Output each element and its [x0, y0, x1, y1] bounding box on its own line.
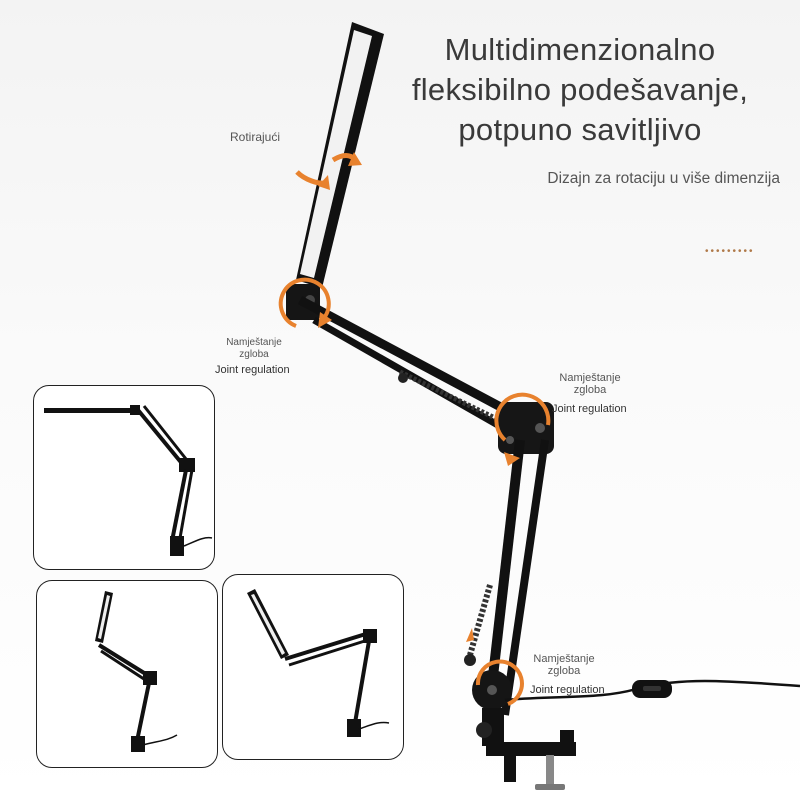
thumbnail-raised-pose	[36, 580, 218, 768]
label-joint-3-line-1: Namještanje	[533, 653, 595, 665]
label-joint-1-line-1: Namještanje	[226, 337, 282, 348]
lamp-thumbnail-2	[37, 581, 217, 767]
label-joint-2-line-1: Namještanje	[559, 372, 621, 384]
label-joint-3	[522, 653, 606, 677]
label-rotating: Rotirajući	[230, 130, 281, 144]
label-joint-1-line-2: zgloba	[239, 349, 269, 360]
headline-line-1: Multidimenzionalno	[444, 32, 716, 67]
label-joint-2-line-2: zgloba	[573, 384, 607, 396]
lamp-thumbnail-1	[34, 386, 214, 569]
thumbnail-extended-pose	[222, 574, 404, 760]
label-joint-2-en: Joint regulation	[552, 403, 627, 415]
subline: Dizajn za rotaciju u više dimenzija	[547, 170, 780, 187]
decorative-dots: •••••••••	[705, 246, 755, 257]
headline-line-2: fleksibilno podešavanje,	[411, 72, 749, 107]
lamp-thumbnail-3	[223, 575, 403, 759]
thumbnail-horizontal-pose	[33, 385, 215, 570]
label-joint-1-en: Joint regulation	[215, 364, 290, 376]
headline	[380, 30, 780, 150]
headline-line-3: potpuno savitljivo	[458, 112, 702, 147]
label-joint-2	[548, 372, 632, 396]
label-joint-3-line-2: zgloba	[547, 665, 581, 677]
label-joint-1	[214, 337, 294, 361]
label-joint-3-en: Joint regulation	[530, 684, 605, 696]
